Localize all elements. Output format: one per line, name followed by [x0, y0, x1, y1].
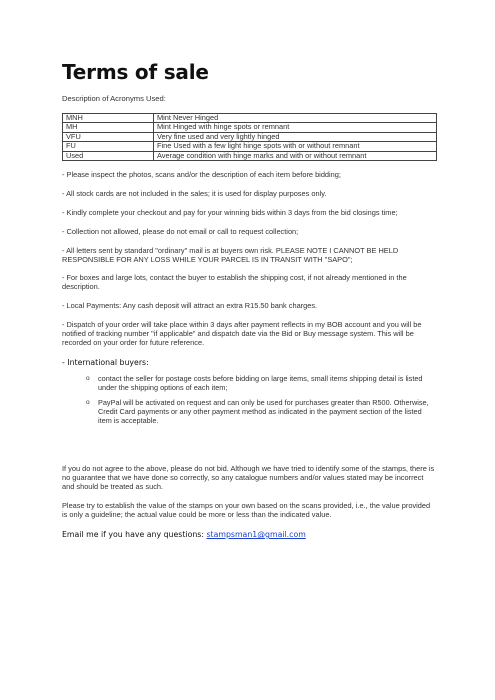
hollow-bullet-icon: o: [86, 398, 90, 406]
email-link[interactable]: stampsman1@gmail.com: [206, 529, 306, 539]
valuation-paragraph: Please try to establish the value of the stamps on your own based on the scans provided, i.e., the value provided is only a guideline; the actual value could be more or less than the indicated value.: [62, 501, 431, 520]
acronym-code: Used: [63, 151, 154, 160]
disclaimer-paragraph: If you do not agree to the above, please do not bid. Although we have tried to identify some of the stamps, there is no guarantee that we have done so correctly, so any catalogue numbers and/or values stated may be incorrect and should be treated as such.: [62, 464, 435, 492]
term-checkout-payment: - Kindly complete your checkout and pay for your winning bids within 3 days from the bid closings time;: [62, 207, 398, 217]
list-item-text: PayPal will be activated on request and can only be used for purchases greater than R500. Otherwise, Credit Card payments or any other payment method as indicated in the payment section of the listed item is acceptable.: [98, 397, 429, 425]
acronym-description: Average condition with hinge marks and with or without remnant: [154, 151, 437, 160]
list-item: [62, 375, 437, 393]
term-no-collection: - Collection not allowed, please do not email or call to request collection;: [62, 226, 299, 236]
acronym-description: Mint Hinged with hinge spots or remnant: [154, 123, 437, 132]
list-item-text: contact the seller for postage costs before bidding on large items, small items shipping detail is listed under the shipping options of each item;: [98, 373, 423, 392]
table-row: [63, 151, 437, 160]
acronym-code: FU: [63, 142, 154, 151]
international-buyers-list: [62, 375, 437, 426]
page-title: Terms of sale: [62, 60, 209, 84]
acronym-description: Mint Never Hinged: [154, 114, 437, 123]
table-row: [63, 142, 437, 151]
term-local-payments: - Local Payments: Any cash deposit will attract an extra R15.50 bank charges.: [62, 301, 318, 311]
term-stock-cards: - All stock cards are not included in the sales; it is used for display purposes only.: [62, 188, 327, 198]
acronyms-intro: Description of Acronyms Used:: [62, 94, 166, 103]
acronym-code: VFU: [63, 132, 154, 141]
table-row: [63, 123, 437, 132]
international-buyers-heading: - International buyers:: [62, 357, 149, 367]
contact-line: [62, 530, 437, 539]
acronym-description: Very fine used and very lightly hinged: [154, 132, 437, 141]
list-item: [62, 399, 437, 426]
acronym-code: MNH: [63, 114, 154, 123]
spacer: [62, 435, 437, 465]
term-dispatch: - Dispatch of your order will take place within 3 days after payment reflects in my BOB account and you will be notified of tracking number "if applicable" and dispatch date via the Bid or Buy message system. This will be recorded on your order for future reference.: [62, 320, 422, 347]
acronyms-table: [62, 113, 437, 161]
acronym-description: Fine Used with a few light hinge spots with or without remnant: [154, 142, 437, 151]
hollow-bullet-icon: o: [86, 374, 90, 382]
term-ordinary-mail: - All letters sent by standard "ordinary" mail is at buyers own risk. PLEASE NOTE I CANNOT BE HELD RESPONSIBLE FOR ANY LOSS WHILE YOUR PARCEL IS IN TRANSIT WITH "SAPO";: [62, 245, 399, 264]
acronym-code: MH: [63, 123, 154, 132]
contact-label: Email me if you have any questions:: [62, 529, 207, 539]
term-inspect-items: - Please inspect the photos, scans and/or the description of each item before bidding;: [62, 170, 341, 180]
term-boxes-large-lots: - For boxes and large lots, contact the buyer to establish the shipping cost, if not already mentioned in the description.: [62, 273, 407, 292]
